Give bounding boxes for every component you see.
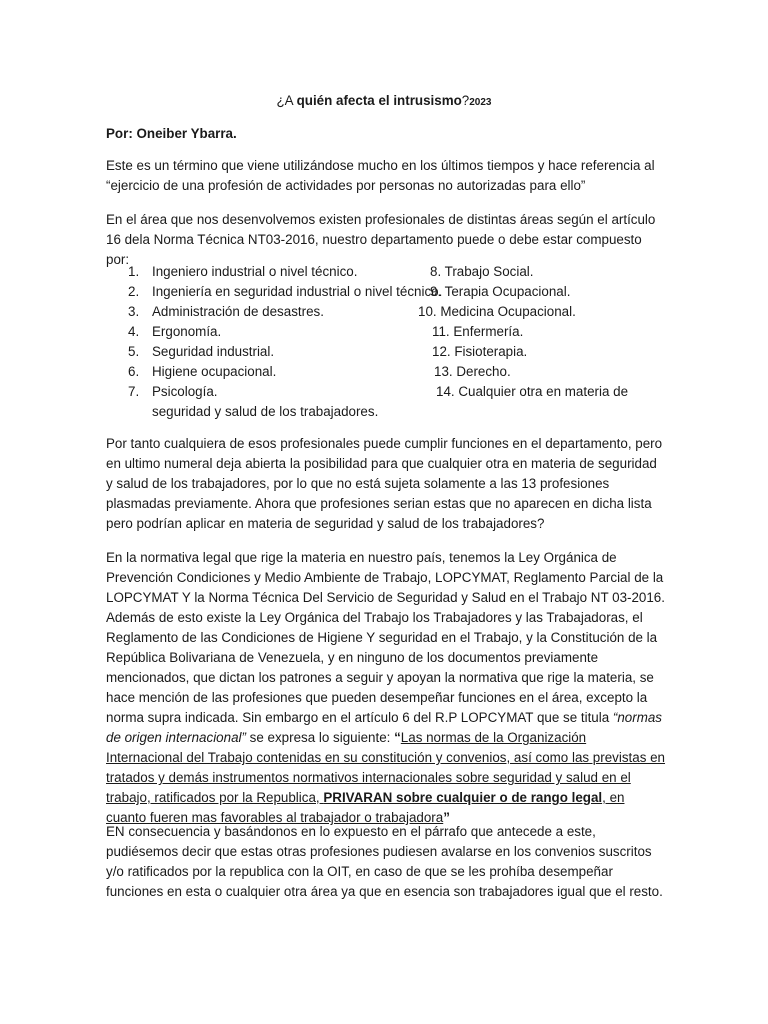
list-text-right: 12. Fisioterapia. — [432, 344, 528, 359]
list-item — [106, 382, 686, 402]
paragraph-intro: Este es un término que viene utilizándose mucho en los últimos tiempos y hace referencia al “ejercicio de una profesión de actividades por personas no autorizadas para ello” — [106, 158, 655, 193]
author-line: Por: Oneiber Ybarra. — [106, 126, 237, 141]
list-number: 7. — [128, 384, 140, 399]
list-text: Psicología. — [152, 384, 218, 399]
legal-text: En la normativa legal que rige la materia en nuestro país, tenemos la Ley Orgánica de Prevención Condiciones y Medio Ambiente de Trabajo, LOPCYMAT, Reglamento Parcial de la LOPCYMAT Y la Norma Técnica Del Servicio de Seguridad y Salud en el Trabajo NT 03-2016. Además de esto existe la Ley Orgánica del Trabajo los Trabajadores y las Trabajadoras, el Reglamento de las Condiciones de Higiene Y seguridad en el Trabajo, y la Constitución de la República Bolivariana de Venezuela, y en ninguno de los documentos previamente mencionados, que dictan los patrones a seguir y apoyan la normativa que rige la materia, se hace mención de las profesiones que pueden desempeñar funciones en el área, excepto la norma supra indicada. Sin embargo en el artículo 6 del R.P LOPCYMAT que se titula — [106, 550, 665, 725]
list-number: 4. — [128, 324, 140, 339]
list-text: Higiene ocupacional. — [152, 364, 277, 379]
list-item — [106, 282, 686, 302]
list-number: 1. — [128, 264, 140, 279]
list-text-right: 14. Cualquier otra en materia de — [436, 384, 629, 399]
list-text: Seguridad industrial. — [152, 344, 275, 359]
list-item — [106, 262, 686, 282]
quote-open: “ — [394, 730, 401, 745]
legal-italic-title: “normas de origen internacional” — [106, 710, 663, 745]
list-text-right: 10. Medicina Ocupacional. — [418, 304, 576, 319]
legal-quote-bold: PRIVARAN sobre cualquier o de rango legal — [323, 790, 603, 805]
list-item — [106, 342, 686, 362]
list-text-right: 8. Trabajo Social. — [430, 264, 534, 279]
list-item-continuation — [106, 402, 686, 422]
list-number: 3. — [128, 304, 140, 319]
title-question-mark: ? — [461, 93, 470, 108]
paragraph-consequence: Por tanto cualquiera de esos profesionales puede cumplir funciones en el departamento, pero en ultimo numeral deja abierta la posibilidad para que cualquier otra en materia de seguridad y salud de los trabajadores, por lo que no está sujeta solamente a las 13 profesiones plasmadas previamente. Ahora que profesiones serian estas que no aparecen en dicha lista pero podrían aplicar en materia de seguridad y salud de los trabajadores? — [106, 436, 663, 531]
legal-quote-end: , en cuanto fueren mas favorables al trabajador o trabajadora — [106, 790, 625, 825]
quote-close: ” — [443, 810, 450, 825]
list-number: 5. — [128, 344, 140, 359]
paragraph-area: En el área que nos desenvolvemos existen profesionales de distintas áreas según el artículo 16 dela Norma Técnica NT03-2016, nuestro departamento puede o debe estar compuesto por: — [106, 212, 656, 267]
legal-text: se expresa lo siguiente: — [245, 730, 395, 745]
list-number: 2. — [128, 284, 140, 299]
list-text-right: 9. Terapia Ocupacional. — [430, 284, 571, 299]
legal-quote: Las normas de la Organización Internacional del Trabajo contenidas en su constitución y convenios, así como las previstas en tratados y demás instrumentos normativos internacionales sobre seguridad y salud en el trabajo, ratificados por la Republica, — [106, 730, 666, 805]
list-item — [106, 322, 686, 342]
list-text: Ingeniero industrial o nivel técnico. — [152, 264, 358, 279]
list-number: 6. — [128, 364, 140, 379]
list-item — [106, 362, 686, 382]
paragraph-conclusion: EN consecuencia y basándonos en lo expuesto en el párrafo que antecede a este, pudiésemos decir que estas otras profesiones pudiesen avalarse en los convenios suscritos y/o ratificados por la republica con la OIT, en caso de que se les prohíba desempeñar funciones en esta o cualquier otra área ya que en esencia son trabajadores igual que el resto. — [106, 824, 663, 899]
title-year: 2023 — [469, 97, 492, 108]
list-text: Ergonomía. — [152, 324, 222, 339]
title-main: quién afecta el intrusismo — [296, 93, 462, 108]
document-title — [0, 91, 768, 113]
list-text-right: 13. Derecho. — [434, 364, 511, 379]
list-text: seguridad y salud de los trabajadores. — [152, 404, 379, 419]
list-text: Ingeniería en seguridad industrial o nivel técnico. — [152, 284, 443, 299]
professions-list — [106, 262, 686, 422]
title-prefix: ¿A — [276, 93, 297, 108]
list-text-right: 11. Enfermería. — [432, 324, 524, 339]
paragraph-legal — [106, 548, 666, 828]
list-text: Administración de desastres. — [152, 304, 324, 319]
list-item — [106, 302, 686, 322]
